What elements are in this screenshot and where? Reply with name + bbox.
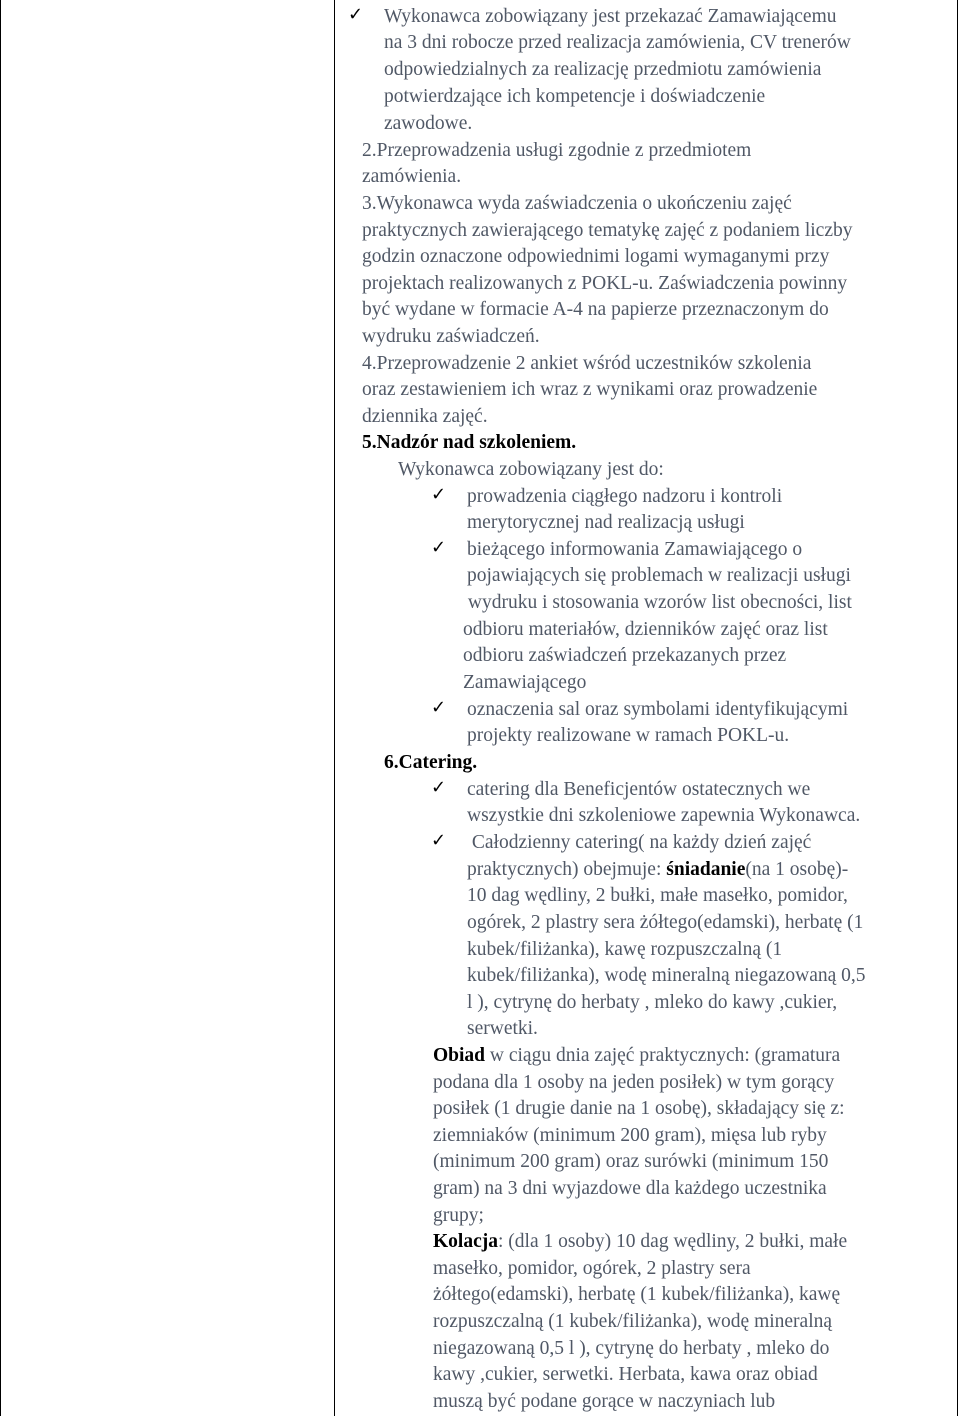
item3-line: 3.Wykonawca wyda zaświadczenia o ukończeniu zajęć bbox=[362, 193, 792, 214]
intro-line: Wykonawca zobowiązany jest przekazać Zamawiającemu bbox=[384, 6, 837, 27]
item5-bullet-line: bieżącego informowania Zamawiającego o bbox=[467, 539, 803, 560]
item5-bullet-line: merytorycznej nad realizacją usługi bbox=[467, 512, 745, 533]
item5-bullet-line: oznaczenia sal oraz symbolami identyfikującymi bbox=[467, 699, 849, 720]
kolacja-line: masełko, pomidor, ogórek, 2 plastry sera bbox=[433, 1258, 751, 1279]
kolacja-label: Kolacja bbox=[433, 1231, 498, 1252]
obiad-line: (minimum 200 gram) oraz surówki (minimum 150 bbox=[433, 1151, 829, 1172]
intro-line: odpowiedzialnych za realizację przedmiotu zamówienia bbox=[384, 59, 822, 80]
item5-bullet-line: projekty realizowane w ramach POKL-u. bbox=[467, 725, 790, 746]
item5-heading: 5.Nadzór nad szkoleniem. bbox=[362, 432, 577, 453]
sniadanie-label: śniadanie bbox=[666, 859, 746, 880]
item5-intro: Wykonawca zobowiązany jest do: bbox=[398, 459, 664, 480]
obiad-line: grupy; bbox=[433, 1205, 484, 1226]
intro-line: na 3 dni robocze przed realizacja zamówienia, CV trenerów bbox=[384, 32, 851, 53]
item4-line: 4.Przeprowadzenie 2 ankiet wśród uczestników szkolenia bbox=[362, 353, 812, 374]
item6-bullet2-post: (na 1 osobę)- bbox=[745, 859, 849, 880]
table-border-left bbox=[0, 0, 1, 1416]
obiad-label: Obiad bbox=[433, 1045, 486, 1066]
item6-bullet2-line: 10 dag wędliny, 2 bułki, małe masełko, pomidor, bbox=[467, 885, 848, 906]
item6-bullet2-line: Całodzienny catering( na każdy dzień zajęć bbox=[467, 832, 812, 853]
kolacja-line: niegazowaną 0,5 l ), cytrynę do herbaty , mleko do bbox=[433, 1338, 830, 1359]
item6-bullet2-line: kubek/filiżanka), kawę rozpuszczalną (1 bbox=[467, 939, 783, 960]
kolacja-line: rozpuszczalną (1 kubek/filiżanka), wodę mineralną bbox=[433, 1311, 833, 1332]
checkmark-icon: ✓ bbox=[431, 777, 447, 798]
item3-line: projektach realizowanych z POKL-u. Zaświadczenia powinny bbox=[362, 273, 848, 294]
table-border-middle bbox=[334, 0, 335, 1416]
checkmark-icon: ✓ bbox=[431, 830, 447, 851]
item6-bullet2-line: ogórek, 2 plastry sera żółtego(edamski), herbatę (1 bbox=[467, 912, 864, 933]
item4-line: oraz zestawieniem ich wraz z wynikami oraz prowadzenie bbox=[362, 379, 818, 400]
checkmark-icon: ✓ bbox=[431, 484, 447, 505]
intro-line: zawodowe. bbox=[384, 113, 473, 134]
intro-line: potwierdzające ich kompetencje i doświadczenie bbox=[384, 86, 766, 107]
checkmark-icon: ✓ bbox=[348, 4, 364, 25]
item6-heading: 6.Catering. bbox=[384, 752, 478, 773]
checkmark-icon: ✓ bbox=[431, 697, 447, 718]
item6-bullet-line: catering dla Beneficjentów ostatecznych we bbox=[467, 779, 811, 800]
item6-bullet2-line: kubek/filiżanka), wodę mineralną niegazowaną 0,5 bbox=[467, 965, 866, 986]
obiad-line: podana dla 1 osoby na jeden posiłek) w tym gorący bbox=[433, 1072, 835, 1093]
item3-line: być wydane w formacie A-4 na papierze przeznaczonym do bbox=[362, 299, 829, 320]
obiad-line: posiłek (1 drugie danie na 1 osobę), składający się z: bbox=[433, 1098, 845, 1119]
item6-bullet2-pre: praktycznych) obejmuje: bbox=[467, 859, 667, 880]
item3-line: praktycznych zawierającego tematykę zajęć z podaniem liczby bbox=[362, 220, 853, 241]
checkmark-icon: ✓ bbox=[431, 537, 447, 558]
item5-bullet-line: pojawiających się problemach w realizacji usługi bbox=[467, 565, 851, 586]
item5-plain-line: odbioru zaświadczeń przekazanych przez bbox=[463, 645, 787, 666]
kolacja-line bbox=[433, 1229, 847, 1255]
item5-bullet-line: prowadzenia ciągłego nadzoru i kontroli bbox=[467, 486, 783, 507]
item5-plain-line: wydruku i stosowania wzorów list obecności, list bbox=[463, 592, 852, 613]
obiad-first-text: w ciągu dnia zajęć praktycznych: (gramatura bbox=[485, 1045, 841, 1066]
item2-line: 2.Przeprowadzenia usługi zgodnie z przedmiotem bbox=[362, 140, 752, 161]
obiad-line: ziemniaków (minimum 200 gram), mięsa lub ryby bbox=[433, 1125, 827, 1146]
item6-bullet2-line2 bbox=[467, 857, 848, 883]
item3-line: wydruku zaświadczeń. bbox=[362, 326, 540, 347]
table-border-right bbox=[957, 0, 958, 1416]
kolacja-line: żółtego(edamski), herbatę (1 kubek/filiżanka), kawę bbox=[433, 1284, 841, 1305]
kolacja-line: kawy ,cukier, serwetki. Herbata, kawa oraz obiad bbox=[433, 1364, 818, 1385]
item6-bullet2-line: serwetki. bbox=[467, 1018, 538, 1039]
obiad-line: gram) na 3 dni wyjazdowe dla każdego uczestnika bbox=[433, 1178, 827, 1199]
item6-bullet-line: wszystkie dni szkoleniowe zapewnia Wykonawca. bbox=[467, 805, 861, 826]
item4-line: dziennika zajęć. bbox=[362, 406, 488, 427]
item6-bullet2-line: l ), cytrynę do herbaty , mleko do kawy ,cukier, bbox=[467, 992, 838, 1013]
item5-plain-line: odbioru materiałów, dzienników zajęć oraz list bbox=[463, 619, 828, 640]
item2-line: zamówienia. bbox=[362, 166, 462, 187]
obiad-line bbox=[433, 1043, 840, 1069]
item5-plain-line: Zamawiającego bbox=[463, 672, 587, 693]
kolacja-line: muszą być podane gorące w naczyniach lub bbox=[433, 1391, 776, 1412]
kolacja-first-text: : (dla 1 osoby) 10 dag wędliny, 2 bułki, małe bbox=[497, 1231, 848, 1252]
item3-line: godzin oznaczone odpowiednimi logami wymaganymi przy bbox=[362, 246, 830, 267]
